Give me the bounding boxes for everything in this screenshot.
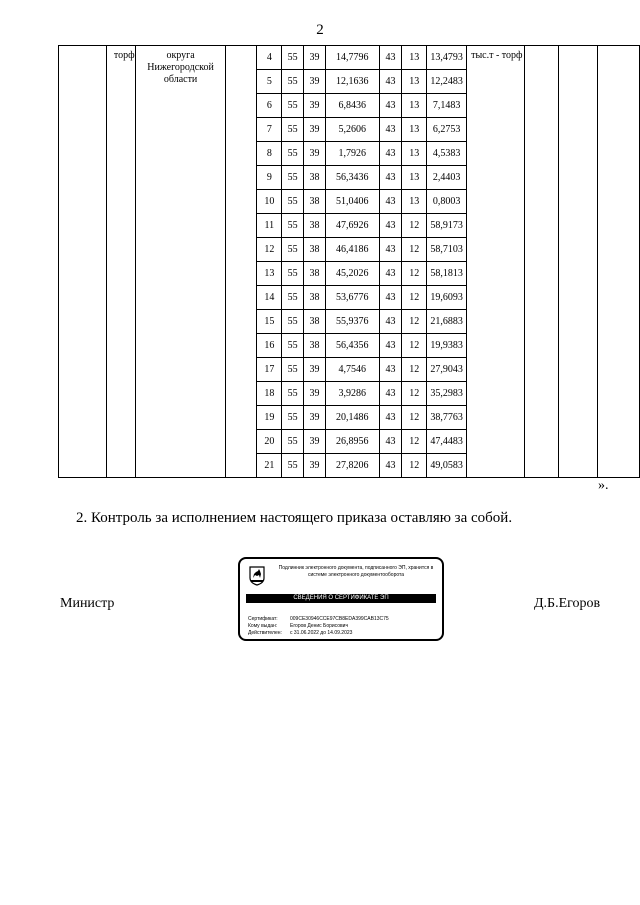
signer-name: Д.Б.Егоров [534, 596, 601, 611]
point-number-cell: 17 [257, 358, 282, 382]
lon-deg-cell: 43 [379, 94, 402, 118]
lon-sec-cell: 21,6883 [427, 310, 467, 334]
lat-deg-cell: 55 [282, 310, 304, 334]
point-number-cell: 21 [257, 454, 282, 478]
lat-min-cell: 39 [304, 70, 326, 94]
stamp-note: Подлинник электронного документа, подписанного ЭП, хранится в системе электронного документооборота [278, 565, 434, 578]
mineral-type-cell: торф [107, 46, 136, 478]
lon-sec-cell: 6,2753 [427, 118, 467, 142]
lon-sec-cell: 0,8003 [427, 190, 467, 214]
lat-min-cell: 38 [304, 214, 326, 238]
point-number-cell: 13 [257, 262, 282, 286]
lon-deg-cell: 43 [379, 406, 402, 430]
location-cell: округа Нижегородской области [136, 46, 226, 478]
point-number-cell: 9 [257, 166, 282, 190]
lon-sec-cell: 27,9043 [427, 358, 467, 382]
table-row [59, 46, 640, 70]
lon-deg-cell: 43 [379, 382, 402, 406]
point-number-cell: 8 [257, 142, 282, 166]
lat-sec-cell: 14,7796 [325, 46, 379, 70]
lat-sec-cell: 46,4186 [325, 238, 379, 262]
lat-deg-cell: 55 [282, 46, 304, 70]
lat-min-cell: 38 [304, 334, 326, 358]
point-number-cell: 15 [257, 310, 282, 334]
lat-deg-cell: 55 [282, 406, 304, 430]
lat-min-cell: 39 [304, 142, 326, 166]
empty-cell [598, 46, 640, 478]
lat-deg-cell: 55 [282, 70, 304, 94]
lat-sec-cell: 12,1636 [325, 70, 379, 94]
empty-cell [559, 46, 598, 478]
lat-deg-cell: 55 [282, 238, 304, 262]
lon-min-cell: 12 [402, 262, 427, 286]
lat-min-cell: 39 [304, 94, 326, 118]
lon-min-cell: 12 [402, 430, 427, 454]
point-number-cell: 11 [257, 214, 282, 238]
lat-deg-cell: 55 [282, 142, 304, 166]
lon-deg-cell: 43 [379, 166, 402, 190]
lon-deg-cell: 43 [379, 286, 402, 310]
lat-min-cell: 39 [304, 454, 326, 478]
lat-deg-cell: 55 [282, 454, 304, 478]
stamp-certificate [248, 616, 389, 622]
lon-min-cell: 13 [402, 46, 427, 70]
lon-deg-cell: 43 [379, 70, 402, 94]
lat-sec-cell: 56,4356 [325, 334, 379, 358]
lat-deg-cell: 55 [282, 166, 304, 190]
stamp-header: СВЕДЕНИЯ О СЕРТИФИКАТЕ ЭП [246, 594, 436, 603]
lon-sec-cell: 58,1813 [427, 262, 467, 286]
lat-sec-cell: 51,0406 [325, 190, 379, 214]
lon-deg-cell: 43 [379, 190, 402, 214]
lon-sec-cell: 12,2483 [427, 70, 467, 94]
signature-stamp [238, 557, 444, 641]
coordinates-table [58, 45, 640, 478]
lon-sec-cell: 47,4483 [427, 430, 467, 454]
point-number-cell: 14 [257, 286, 282, 310]
point-number-cell: 10 [257, 190, 282, 214]
lat-min-cell: 39 [304, 46, 326, 70]
point-number-cell: 18 [257, 382, 282, 406]
empty-cell [524, 46, 558, 478]
lat-deg-cell: 55 [282, 190, 304, 214]
lat-deg-cell: 55 [282, 430, 304, 454]
stamp-issued-to-label: Кому выдан: [248, 623, 278, 629]
point-number-cell: 7 [257, 118, 282, 142]
point-number-cell: 16 [257, 334, 282, 358]
lon-min-cell: 13 [402, 166, 427, 190]
lat-sec-cell: 20,1486 [325, 406, 379, 430]
stamp-valid [248, 630, 352, 636]
lat-sec-cell: 26,8956 [325, 430, 379, 454]
lat-min-cell: 38 [304, 190, 326, 214]
closing-quote: ». [598, 478, 609, 493]
lon-sec-cell: 4,5383 [427, 142, 467, 166]
lon-min-cell: 12 [402, 238, 427, 262]
stamp-issued-to-value: Егоров Денис Борисович [290, 623, 349, 629]
lat-sec-cell: 56,3436 [325, 166, 379, 190]
lon-deg-cell: 43 [379, 262, 402, 286]
lon-sec-cell: 58,7103 [427, 238, 467, 262]
stamp-certificate-value: 009CE30946CCE97CB8EDA399CAB13C75 [290, 616, 389, 622]
lon-deg-cell: 43 [379, 238, 402, 262]
lon-min-cell: 12 [402, 334, 427, 358]
coat-of-arms-icon [249, 566, 265, 586]
page-number: 2 [316, 22, 324, 38]
lon-sec-cell: 35,2983 [427, 382, 467, 406]
lon-min-cell: 13 [402, 94, 427, 118]
lat-min-cell: 38 [304, 286, 326, 310]
lon-deg-cell: 43 [379, 358, 402, 382]
paragraph-2: 2. Контроль за исполнением настоящего приказа оставляю за собой. [76, 510, 513, 526]
lat-min-cell: 39 [304, 430, 326, 454]
lon-deg-cell: 43 [379, 46, 402, 70]
lat-deg-cell: 55 [282, 334, 304, 358]
lat-deg-cell: 55 [282, 358, 304, 382]
lat-deg-cell: 55 [282, 286, 304, 310]
lon-deg-cell: 43 [379, 334, 402, 358]
lat-sec-cell: 1,7926 [325, 142, 379, 166]
empty-cell [225, 46, 257, 478]
lat-sec-cell: 27,8206 [325, 454, 379, 478]
lat-sec-cell: 45,2026 [325, 262, 379, 286]
lon-sec-cell: 19,9383 [427, 334, 467, 358]
lat-sec-cell: 6,8436 [325, 94, 379, 118]
lon-deg-cell: 43 [379, 430, 402, 454]
lon-min-cell: 13 [402, 190, 427, 214]
unit-cell: тыс.т - торф [467, 46, 525, 478]
lon-min-cell: 12 [402, 358, 427, 382]
lat-sec-cell: 3,9286 [325, 382, 379, 406]
lat-min-cell: 38 [304, 310, 326, 334]
lon-sec-cell: 2,4403 [427, 166, 467, 190]
point-number-cell: 5 [257, 70, 282, 94]
lon-min-cell: 12 [402, 382, 427, 406]
lon-sec-cell: 7,1483 [427, 94, 467, 118]
point-number-cell: 19 [257, 406, 282, 430]
lat-deg-cell: 55 [282, 94, 304, 118]
lon-min-cell: 12 [402, 406, 427, 430]
lon-min-cell: 13 [402, 142, 427, 166]
lat-min-cell: 39 [304, 382, 326, 406]
lat-min-cell: 38 [304, 262, 326, 286]
lat-min-cell: 39 [304, 118, 326, 142]
lon-sec-cell: 13,4793 [427, 46, 467, 70]
lon-min-cell: 13 [402, 118, 427, 142]
point-number-cell: 20 [257, 430, 282, 454]
signer-title: Министр [60, 596, 115, 611]
lat-min-cell: 39 [304, 358, 326, 382]
lat-deg-cell: 55 [282, 382, 304, 406]
lat-sec-cell: 53,6776 [325, 286, 379, 310]
lat-sec-cell: 5,2606 [325, 118, 379, 142]
lon-deg-cell: 43 [379, 142, 402, 166]
lon-sec-cell: 49,0583 [427, 454, 467, 478]
stamp-certificate-label: Сертификат: [248, 616, 278, 622]
lon-min-cell: 12 [402, 310, 427, 334]
point-number-cell: 12 [257, 238, 282, 262]
lat-min-cell: 38 [304, 238, 326, 262]
lat-deg-cell: 55 [282, 262, 304, 286]
number-cell [59, 46, 107, 478]
lat-min-cell: 38 [304, 166, 326, 190]
lat-min-cell: 39 [304, 406, 326, 430]
lon-deg-cell: 43 [379, 454, 402, 478]
lon-sec-cell: 38,7763 [427, 406, 467, 430]
lat-sec-cell: 55,9376 [325, 310, 379, 334]
lat-sec-cell: 47,6926 [325, 214, 379, 238]
lat-deg-cell: 55 [282, 118, 304, 142]
lon-min-cell: 12 [402, 286, 427, 310]
stamp-valid-label: Действителен: [248, 630, 282, 636]
lat-sec-cell: 4,7546 [325, 358, 379, 382]
lon-deg-cell: 43 [379, 118, 402, 142]
lon-min-cell: 12 [402, 454, 427, 478]
lon-sec-cell: 19,6093 [427, 286, 467, 310]
lat-deg-cell: 55 [282, 214, 304, 238]
lon-sec-cell: 58,9173 [427, 214, 467, 238]
stamp-valid-value: с 31.06.2022 до 14.09.2023 [290, 630, 353, 636]
point-number-cell: 4 [257, 46, 282, 70]
point-number-cell: 6 [257, 94, 282, 118]
stamp-issued-to [248, 623, 348, 629]
lon-min-cell: 13 [402, 70, 427, 94]
lon-min-cell: 12 [402, 214, 427, 238]
lon-deg-cell: 43 [379, 310, 402, 334]
lon-deg-cell: 43 [379, 214, 402, 238]
